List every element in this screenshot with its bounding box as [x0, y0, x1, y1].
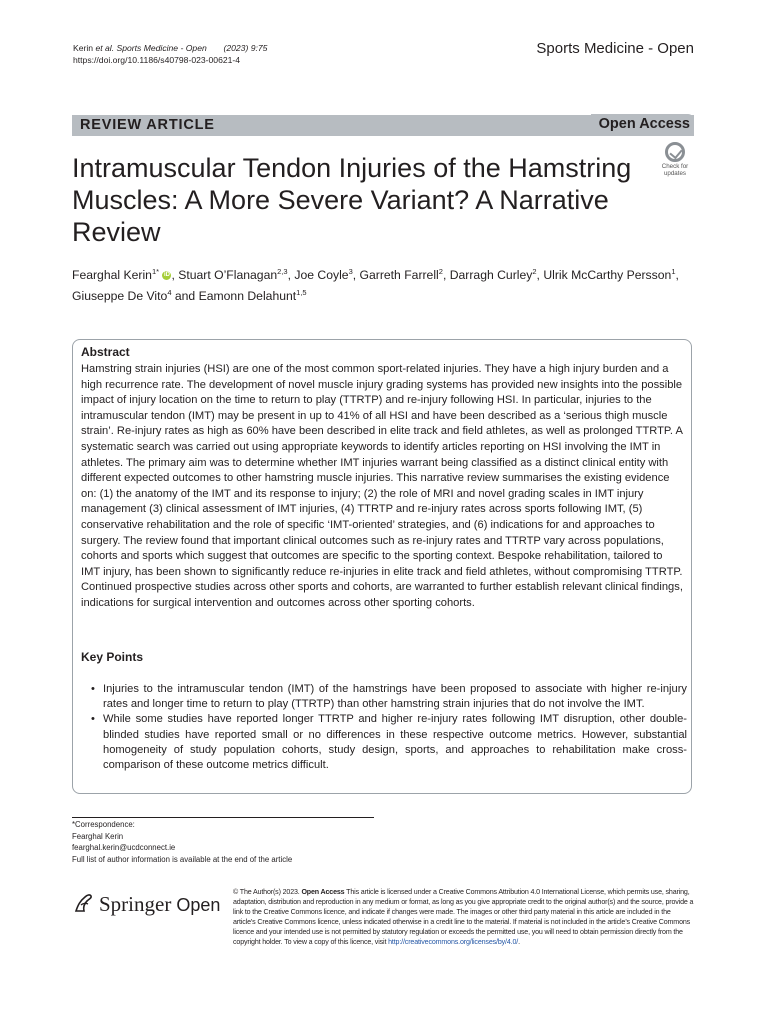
key-point: • While some studies have reported longer TTRTP and higher re-injury rates following IMT disruption, other double-blinded studies have reported small or no differences in these respective outcome metrics. However, substantial homogeneity of study population cohorts, study design, sports, and approaches to rehabilitation make cross-comparison of these outcome metrics difficult. — [103, 712, 687, 773]
author-name: Darragh Curley — [449, 268, 533, 283]
check-for-updates-badge[interactable]: Check for updates — [656, 142, 694, 180]
author-name: Ulrik McCarthy Persson — [543, 268, 672, 283]
key-points-list — [81, 682, 687, 773]
footnote-rule — [72, 817, 374, 818]
orcid-icon[interactable]: iD — [163, 272, 170, 279]
author-affiliation: 1 — [671, 267, 676, 276]
open-access-label: Open Access — [591, 114, 694, 134]
license-text: © The Author(s) 2023. Open Access This article is licensed under a Creative Commons Attribution 4.0 International License, which permits use, sharing, adaptation, distribution and reproduction in any medium or format, as long as you give appropriate credit to the original author(s) and the source, provide a link to the Creative Commons licence, and indicate if changes were made. The images or other third party material in this article are included in the article’s Creative Commons licence, unless indicated otherwise in a credit line to the material. If material is not included in the article’s Creative Commons licence and your intended use is not permitted by statutory regulation or exceeds the permitted use, you will need to obtain permission directly from the copyright holder. To view a copy of this licence, visit http://creativecommons.org/licenses/by/4.0/. — [233, 888, 694, 947]
author-name: Fearghal Kerin — [72, 268, 152, 283]
key-point: • Injuries to the intramuscular tendon (IMT) of the hamstrings have been proposed to associate with higher re-injury rates and longer time to return to play (TTRTP) than other hamstring strain injuries that do not involve the IMT. — [103, 682, 687, 712]
author-affiliation: 4 — [167, 288, 172, 298]
abstract-box — [72, 339, 692, 794]
journal-name: Sports Medicine - Open — [536, 40, 694, 57]
author-name: Joe Coyle — [294, 268, 349, 283]
author-name: Eamonn Delahunt — [198, 289, 297, 304]
springer-horse-icon — [72, 891, 94, 915]
abstract-text: Hamstring strain injuries (HSI) are one of the most common sport-related injuries. They have a high injury burden and a high recurrence rate. The development of novel muscle injury grading systems has provided new insights into the possible impact of injury location on the time to return to play (TTRTP) and re-injury following HSI. In particular, injuries to the intramuscular tendon (IMT) may be present in up to 41% of all HSI and have been described as a ‘serious thigh muscle strain’. Re-injury rates as high as 60% have been described in elite track and field athletes, as well as prolonged TTRTP. A systematic search was carried out using appropriate keywords to identify articles reporting on HSI involving the IMT in athletes. The primary aim was to determine whether IMT injuries warrant being classified as a distinct clinical entity with different expected outcomes to other hamstring muscle injuries. This narrative review summarises the existing evidence on: (1) the anatomy of the IMT and its response to injury; (2) the role of MRI and novel grading scales in IMT injury management (3) clinical assessment of IMT injuries, (4) TTRTP and re-injury rates across sports following IMT, (5) conservative rehabilitation and the role of specific ‘IMT-oriented’ strategies, and (6) indications for and approaches to surgery. The review found that important clinical outcomes such as re-injury rates and TTRTP vary across populations, cohorts and sports which suggest that outcomes are specific to the sporting context. Bespoke rehabilitation, tailored to IMT injury, has been shown to significantly reduce re-injuries in elite track and field athletes, without compromising TTRTP. Continued prospective studies across other sports and cohorts, are warranted to further establish relevant clinical findings, indications for surgical intervention and outcomes across other sporting cohorts. — [81, 363, 683, 609]
check-icon — [665, 142, 685, 162]
key-points-heading: Key Points — [81, 650, 144, 664]
author-affiliation: 1* — [151, 267, 160, 276]
author-affiliation: 2 — [532, 267, 537, 276]
author-affiliation: 1,5 — [296, 288, 307, 298]
article-type-banner — [72, 115, 694, 136]
springer-open-logo: Springer Open — [72, 889, 222, 919]
abstract-heading: Abstract — [81, 345, 130, 359]
author-name: Giuseppe De Vito — [72, 289, 168, 304]
author-list: Fearghal Kerin$^{1*}$ iD , Stuart O’Flanagan$^{2,3}$, Joe Coyle$^3$, Garreth Farrell$^2$, Darragh Curley$^2$, Ulrik McCarthy Persson$^1$, Giuseppe De Vito$^4$ and Eamonn Delahunt$^{1,5}$ — [72, 267, 679, 304]
author-affiliation: 2 — [438, 267, 443, 276]
correspondence: *Correspondence: Fearghal Kerin fearghal.kerin@ucdconnect.ie Full list of author information is available at the end of the article — [72, 820, 293, 864]
author-name: Garreth Farrell — [359, 268, 439, 283]
article-title: Intramuscular Tendon Injuries of the Hamstring Muscles: A More Severe Variant? A Narrative Review — [72, 153, 632, 247]
email-link[interactable]: fearghal.kerin@ucdconnect.ie — [72, 843, 176, 852]
doi-link[interactable]: https://doi.org/10.1186/s40798-023-00621-4 — [73, 55, 241, 65]
article-type: REVIEW ARTICLE — [80, 117, 215, 133]
author-affiliation: 3 — [348, 267, 353, 276]
author-affiliation: 2,3 — [277, 267, 288, 276]
author-name: Stuart O’Flanagan — [178, 268, 278, 283]
running-header — [73, 42, 267, 66]
license-link[interactable]: http://creativecommons.org/licenses/by/4.0/ — [388, 938, 519, 947]
citation: Kerin et al. Sports Medicine - Open (2023) 9:75 — [73, 43, 268, 53]
